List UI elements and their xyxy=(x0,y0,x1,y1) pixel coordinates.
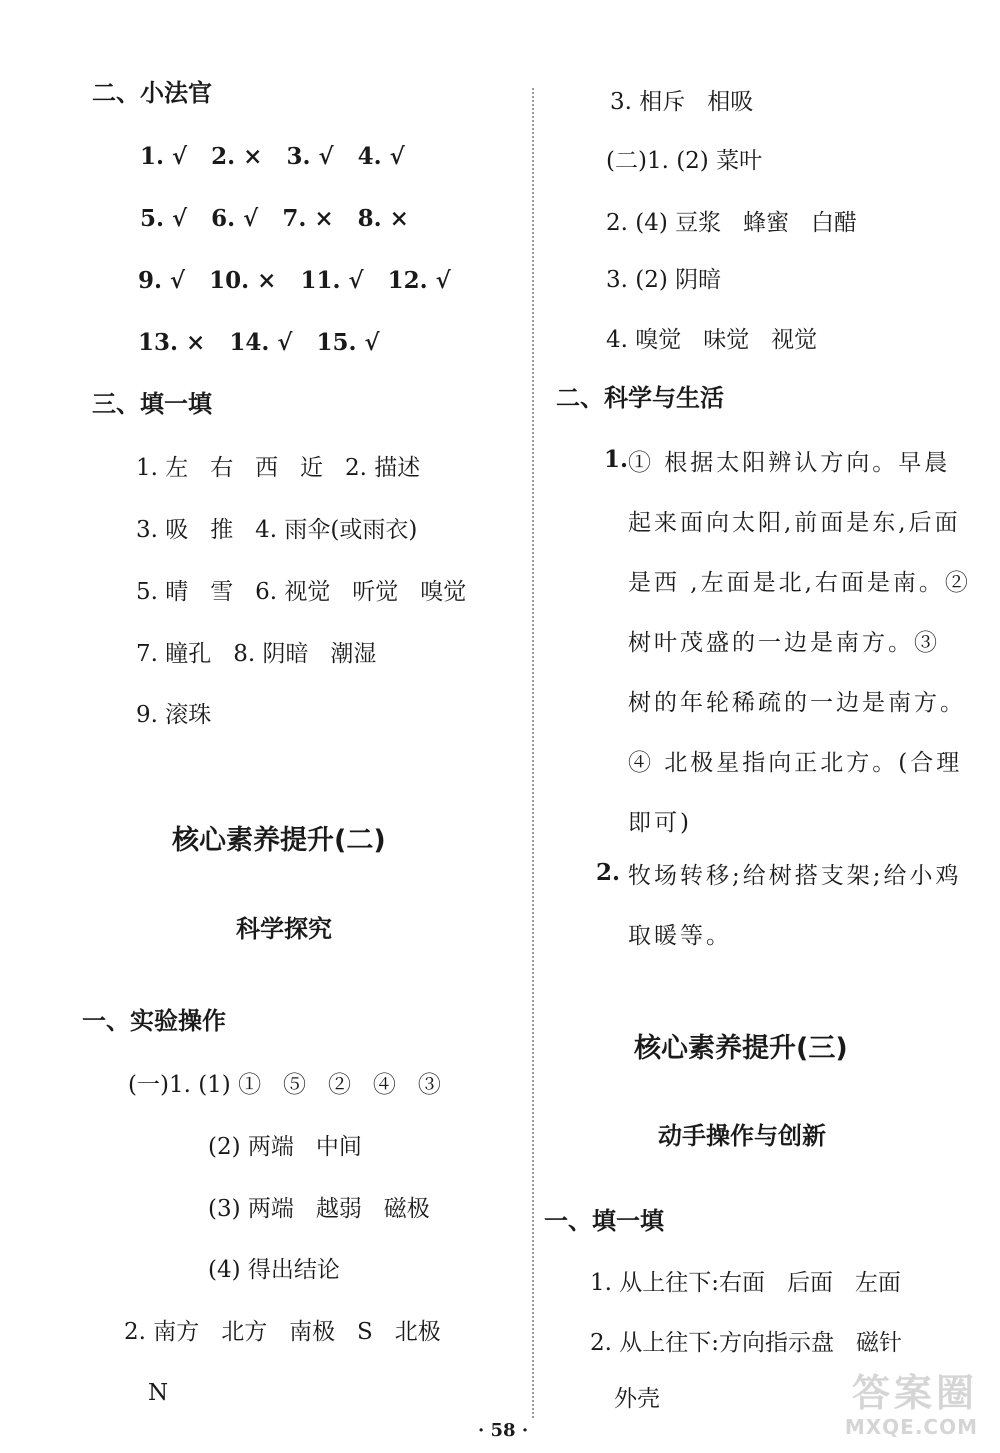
chapter-subtitle-3: 动手操作与创新 xyxy=(658,1122,826,1150)
experiment-row-2: (2) 两端 中间 xyxy=(208,1134,362,1160)
chapter-title-3: 核心素养提升(三) xyxy=(634,1033,848,1064)
life-q2-number: 2. xyxy=(596,859,621,886)
section-title-fill: 三、填一填 xyxy=(92,390,212,418)
chapter-subtitle-2: 科学探究 xyxy=(236,915,332,943)
fill-row-1: 1. 左 右 西 近 2. 描述 xyxy=(136,455,421,481)
right-row-3: 2. (4) 豆浆 蜂蜜 白醋 xyxy=(606,210,858,236)
fill-row-4: 7. 瞳孔 8. 阴暗 潮湿 xyxy=(136,641,377,667)
fill-row-5: 9. 滚珠 xyxy=(136,702,212,728)
experiment-row-4: (4) 得出结论 xyxy=(208,1257,340,1283)
section-title-judge: 二、小法官 xyxy=(92,79,212,107)
judge-row-2: 5. √ 6. √ 7. × 8. × xyxy=(140,205,409,232)
watermark xyxy=(768,1371,978,1443)
life-q2-answer: 牧场转移;给树搭支架;给小鸡取暖等。 xyxy=(628,863,962,949)
life-q1-number: 1. xyxy=(604,446,629,473)
experiment-row-1: (一)1. (1) ① ⑤ ② ④ ③ xyxy=(128,1072,441,1098)
judge-row-1: 1. √ 2. × 3. √ 4. √ xyxy=(140,143,405,170)
experiment-row-3: (3) 两端 越弱 磁极 xyxy=(208,1196,430,1222)
life-q1-answer: ① 根据太阳辨认方向。早晨起来面向太阳,前面是东,后面是西 ,左面是北,右面是南。② 树叶茂盛的一边是南方。③ 树的年轮稀疏的一边是南方。④ 北极星指向正北方。(合理即可) xyxy=(628,450,971,836)
experiment-row-6: N xyxy=(148,1380,169,1406)
right-row-4: 3. (2) 阴暗 xyxy=(606,267,722,293)
experiment-row-5: 2. 南方 北方 南极 S 北极 xyxy=(124,1319,441,1345)
section-title-life: 二、科学与生活 xyxy=(556,384,724,412)
judge-row-3: 9. √ 10. × 11. √ 12. √ xyxy=(138,267,451,294)
fill-row-3: 5. 晴 雪 6. 视觉 听觉 嗅觉 xyxy=(136,579,467,605)
page-number: · 58 · xyxy=(478,1420,529,1441)
right-row-1: 3. 相斥 相吸 xyxy=(610,89,754,115)
right-fill-row-3: 外壳 xyxy=(614,1386,660,1412)
right-fill-row-1: 1. 从上往下:右面 后面 左面 xyxy=(590,1270,901,1296)
fill-row-2: 3. 吸 推 4. 雨伞(或雨衣) xyxy=(136,517,418,543)
right-row-2: (二)1. (2) 菜叶 xyxy=(606,148,763,174)
right-row-5: 4. 嗅觉 味觉 视觉 xyxy=(606,327,818,353)
section-title-experiment: 一、实验操作 xyxy=(82,1007,226,1035)
right-fill-row-2: 2. 从上往下:方向指示盘 磁针 xyxy=(590,1330,902,1356)
section-title-fill-right: 一、填一填 xyxy=(544,1207,664,1235)
watermark-url: MXQE.COM xyxy=(844,1415,978,1439)
chapter-title-2: 核心素养提升(二) xyxy=(172,825,386,856)
column-divider xyxy=(532,88,534,1418)
watermark-mark: 答案圈 xyxy=(851,1371,978,1415)
judge-row-4: 13. × 14. √ 15. √ xyxy=(138,329,380,356)
